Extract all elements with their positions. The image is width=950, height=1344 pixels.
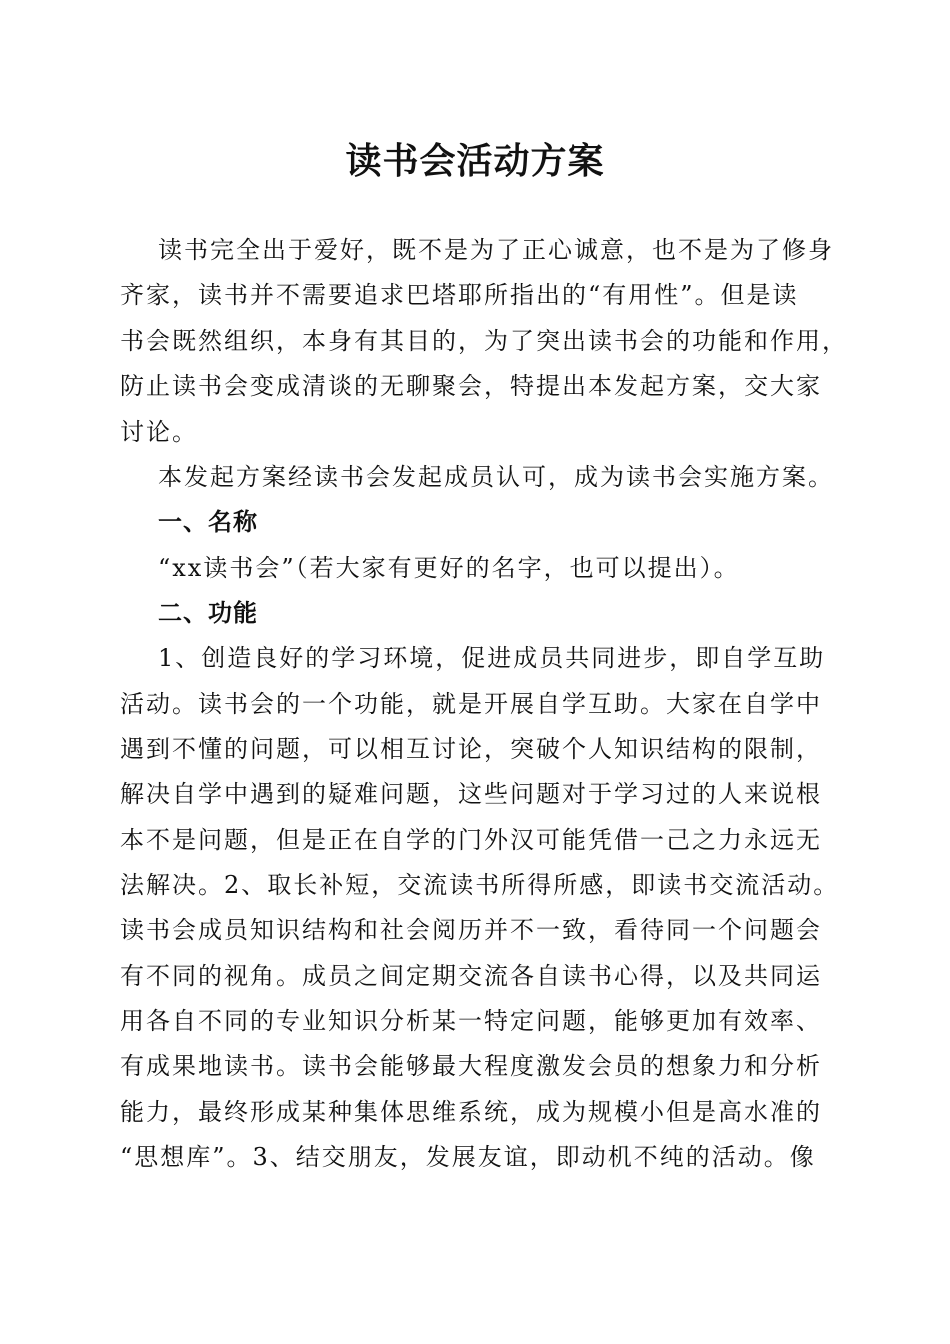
paragraph-1-line-4: 防止读书会变成清谈的无聊聚会，特提出本发起方案，交大家 bbox=[120, 372, 822, 400]
function-line-4: 解决自学中遇到的疑难问题，这些问题对于学习过的人来说根 bbox=[120, 780, 822, 808]
function-line-2: 活动。读书会的一个功能，就是开展自学互助。大家在自学中 bbox=[120, 690, 822, 718]
function-line-3: 遇到不懂的问题，可以相互讨论，突破个人知识结构的限制， bbox=[120, 735, 822, 763]
paragraph-2-line-1: 本发起方案经读书会发起成员认可，成为读书会实施方案。 bbox=[158, 463, 834, 491]
function-line-12: “思想库”。3、结交朋友，发展友谊，即动机不纯的活动。像 bbox=[120, 1143, 816, 1171]
document-title: 读书会活动方案 bbox=[345, 140, 605, 182]
function-line-6: 法解决。2、取长补短，交流读书所得所感，即读书交流活动。 bbox=[120, 871, 840, 899]
paragraph-1-line-5: 讨论。 bbox=[120, 418, 198, 446]
function-line-8: 有不同的视角。成员之间定期交流各自读书心得，以及共同运 bbox=[120, 962, 822, 990]
function-line-5: 本不是问题，但是正在自学的门外汉可能凭借一己之力永远无 bbox=[120, 826, 822, 854]
section-heading-function: 二、功能 bbox=[158, 599, 258, 627]
function-line-7: 读书会成员知识结构和社会阅历并不一致，看待同一个问题会 bbox=[120, 916, 822, 944]
function-line-10: 有成果地读书。读书会能够最大程度激发会员的想象力和分析 bbox=[120, 1052, 822, 1080]
name-line: “xx读书会”（若大家有更好的名字，也可以提出）。 bbox=[158, 554, 740, 582]
function-line-1: 1、创造良好的学习环境，促进成员共同进步，即自学互助 bbox=[158, 644, 826, 672]
function-line-9: 用各自不同的专业知识分析某一特定问题，能够更加有效率、 bbox=[120, 1007, 822, 1035]
paragraph-1-line-1: 读书完全出于爱好，既不是为了正心诚意，也不是为了修身 bbox=[158, 236, 834, 264]
paragraph-1-line-2: 齐家，读书并不需要追求巴塔耶所指出的“有用性”。但是读 bbox=[120, 281, 799, 309]
function-line-11: 能力，最终形成某种集体思维系统，成为规模小但是高水准的 bbox=[120, 1098, 822, 1126]
paragraph-1-line-3: 书会既然组织，本身有其目的，为了突出读书会的功能和作用， bbox=[120, 327, 848, 355]
section-heading-name: 一、名称 bbox=[158, 508, 258, 536]
